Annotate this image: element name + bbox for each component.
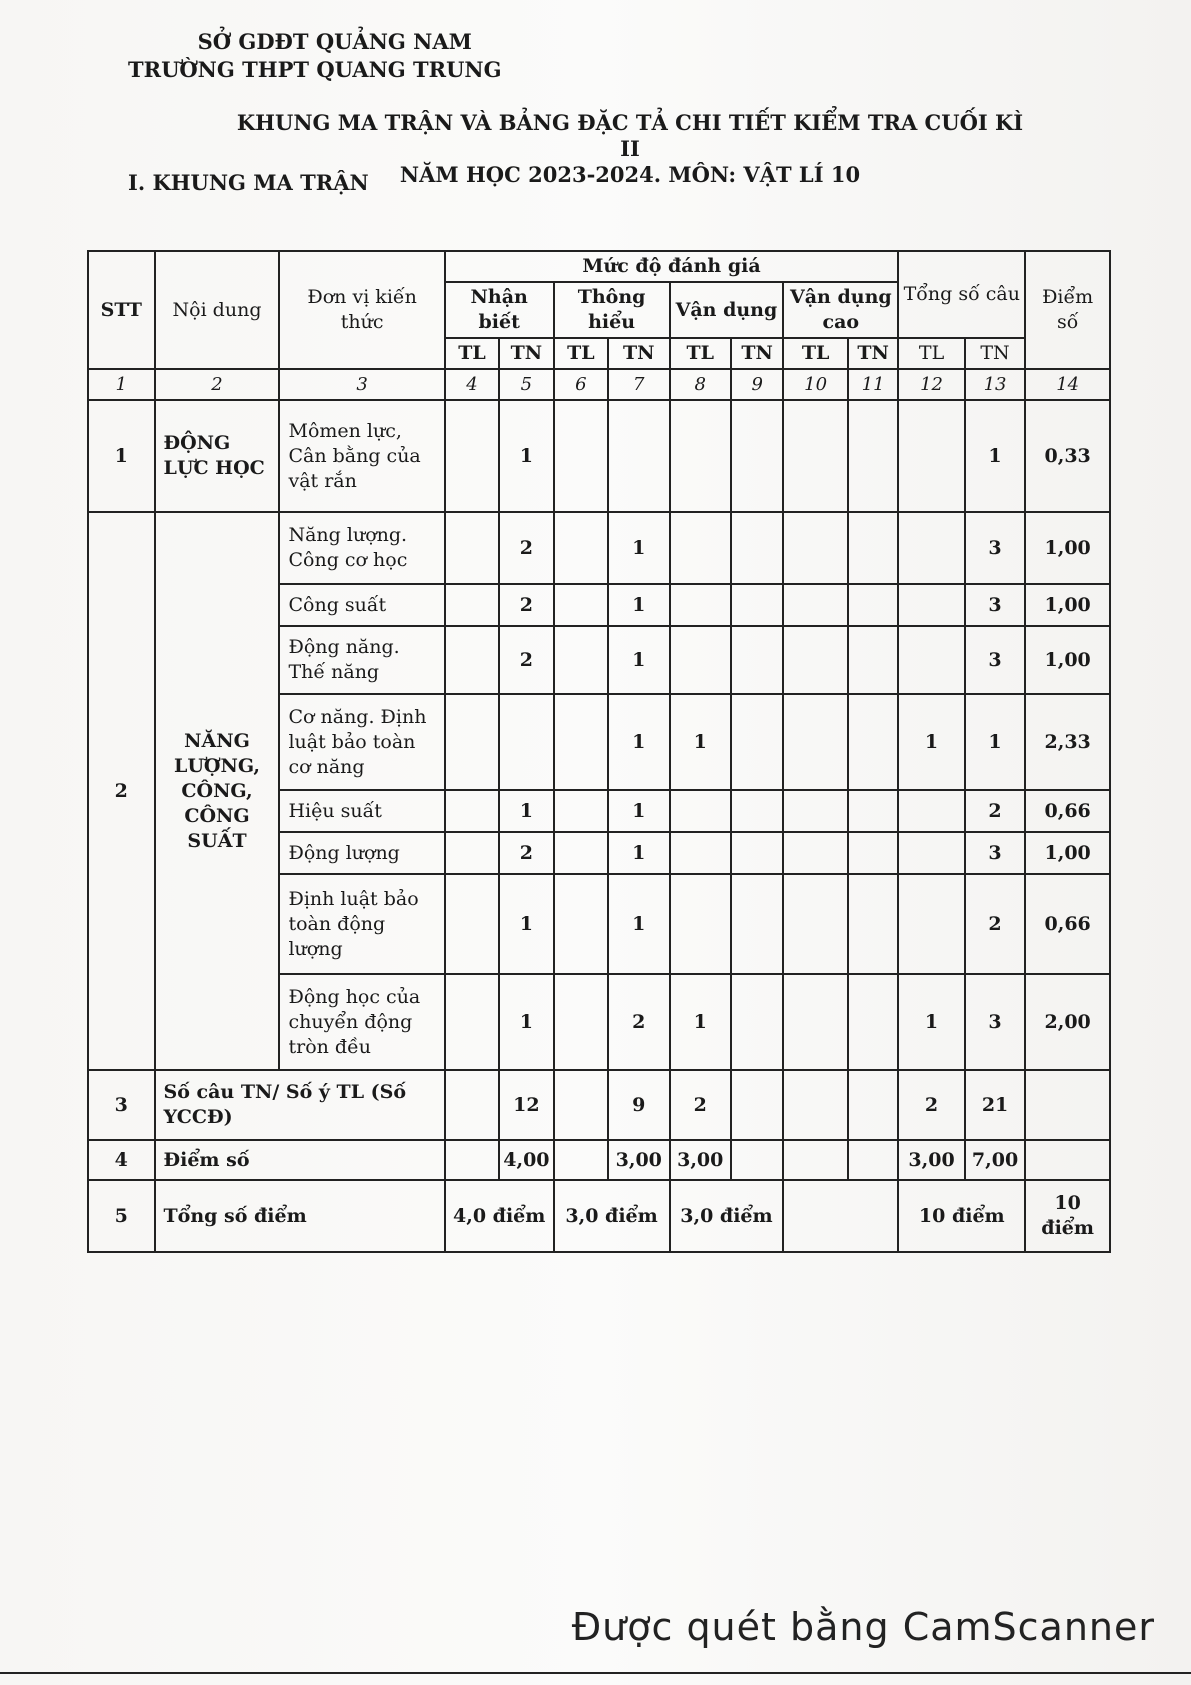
- header-tn: TN: [499, 338, 553, 369]
- cell: 3: [965, 626, 1025, 694]
- cell: [1025, 1140, 1110, 1180]
- cell: [554, 584, 608, 626]
- cell: [670, 832, 731, 874]
- col-number: 11: [848, 369, 898, 400]
- cell: [554, 974, 608, 1070]
- cell: 3,00: [898, 1140, 965, 1180]
- cell: [554, 626, 608, 694]
- cell: [848, 512, 898, 584]
- summary-label: Số câu TN/ Số ý TL (Số YCCĐ): [155, 1070, 445, 1140]
- cell: [848, 832, 898, 874]
- cell: 12: [499, 1070, 553, 1140]
- col-number: 7: [608, 369, 669, 400]
- cell: 3,00: [608, 1140, 669, 1180]
- column-number-row: [88, 369, 1110, 400]
- cell: 3: [965, 584, 1025, 626]
- cell: 3: [965, 512, 1025, 584]
- cell: [554, 400, 608, 512]
- cell: 2: [608, 974, 669, 1070]
- cell: [554, 512, 608, 584]
- summary-row-score: [88, 1140, 1110, 1180]
- cell: 1: [608, 626, 669, 694]
- cell: [445, 512, 499, 584]
- col-number: 1: [88, 369, 155, 400]
- row-unit: Năng lượng. Công cơ học: [279, 512, 444, 584]
- cell: [1025, 1070, 1110, 1140]
- cell: [554, 1140, 608, 1180]
- table-row: [88, 512, 1110, 584]
- row-unit: Cơ năng. Định luật bảo toàn cơ năng: [279, 694, 444, 790]
- col-number: 14: [1025, 369, 1110, 400]
- title-line-1: KHUNG MA TRẬN VÀ BẢNG ĐẶC TẢ CHI TIẾT KIỂM TRA CUỐI KÌ II: [236, 110, 1024, 161]
- header-don-vi: Đơn vị kiến thức: [279, 251, 444, 369]
- cell: 3: [965, 974, 1025, 1070]
- row-score: 0,66: [1025, 790, 1110, 832]
- cell: [783, 1140, 848, 1180]
- cell: 4,00: [499, 1140, 553, 1180]
- cell: [848, 400, 898, 512]
- cell: [731, 1070, 783, 1140]
- cell: [670, 512, 731, 584]
- total-van-dung-cao: [783, 1180, 898, 1252]
- cell: [554, 874, 608, 974]
- cell: 2: [499, 626, 553, 694]
- summary-row-total: [88, 1180, 1110, 1252]
- cell: [608, 400, 669, 512]
- header-thong-hieu: Thông hiểu: [554, 282, 670, 338]
- header-tl: TL: [445, 338, 499, 369]
- cell: 21: [965, 1070, 1025, 1140]
- header-tn: TN: [965, 338, 1025, 369]
- cell: [554, 790, 608, 832]
- cell: [898, 874, 965, 974]
- cell: [445, 1140, 499, 1180]
- cell: 1: [898, 974, 965, 1070]
- header-diem-so: Điểm số: [1025, 251, 1110, 369]
- cell: [499, 694, 553, 790]
- cell: 1: [608, 832, 669, 874]
- row-unit: Động lượng: [279, 832, 444, 874]
- cell: [554, 832, 608, 874]
- row-stt: 3: [88, 1070, 155, 1140]
- cell: [731, 874, 783, 974]
- row-score: 1,00: [1025, 832, 1110, 874]
- cell: [554, 1070, 608, 1140]
- cell: [783, 694, 848, 790]
- cell: [445, 694, 499, 790]
- cell: [898, 832, 965, 874]
- cell: 1: [608, 790, 669, 832]
- cell: 1: [608, 874, 669, 974]
- cell: [731, 626, 783, 694]
- col-number: 12: [898, 369, 965, 400]
- total-thong-hieu: 3,0 điểm: [554, 1180, 670, 1252]
- row-unit: Mômen lực, Cân bằng của vật rắn: [279, 400, 444, 512]
- total-nhan-biet: 4,0 điểm: [445, 1180, 554, 1252]
- header-tl: TL: [670, 338, 731, 369]
- cell: [445, 832, 499, 874]
- row-unit: Công suất: [279, 584, 444, 626]
- cell: [670, 626, 731, 694]
- section-heading: I. KHUNG MA TRẬN: [128, 170, 369, 195]
- cell: [898, 584, 965, 626]
- cell: [848, 1140, 898, 1180]
- total-questions: 10 điểm: [898, 1180, 1025, 1252]
- cell: 1: [499, 790, 553, 832]
- cell: 3: [965, 832, 1025, 874]
- cell: [898, 626, 965, 694]
- cell: [670, 874, 731, 974]
- cell: [783, 584, 848, 626]
- row-stt: 4: [88, 1140, 155, 1180]
- cell: 1: [608, 694, 669, 790]
- cell: 2: [965, 874, 1025, 974]
- cell: [445, 974, 499, 1070]
- cell: [783, 874, 848, 974]
- bottom-edge-line: [0, 1672, 1191, 1674]
- row-unit: Động học của chuyển động tròn đều: [279, 974, 444, 1070]
- total-score: 10 điểm: [1025, 1180, 1110, 1252]
- total-van-dung: 3,0 điểm: [670, 1180, 784, 1252]
- col-number: 4: [445, 369, 499, 400]
- row-unit: Định luật bảo toàn động lượng: [279, 874, 444, 974]
- cell: [445, 626, 499, 694]
- cell: 2: [499, 584, 553, 626]
- header-van-dung-cao: Vận dụng cao: [783, 282, 898, 338]
- cell: 2: [965, 790, 1025, 832]
- assessment-matrix-table: [87, 250, 1111, 1253]
- col-number: 2: [155, 369, 280, 400]
- cell: 2: [499, 832, 553, 874]
- row-content-group: ĐỘNG LỰC HỌC: [155, 400, 280, 512]
- cell: [848, 790, 898, 832]
- cell: [848, 584, 898, 626]
- cell: 1: [499, 974, 553, 1070]
- cell: [848, 626, 898, 694]
- cell: 9: [608, 1070, 669, 1140]
- header-row-1: [88, 251, 1110, 282]
- camscanner-watermark: Được quét bằng CamScanner: [571, 1605, 1155, 1649]
- cell: 1: [965, 400, 1025, 512]
- row-stt: 1: [88, 400, 155, 512]
- cell: 1: [965, 694, 1025, 790]
- row-score: 0,66: [1025, 874, 1110, 974]
- header-tn: TN: [848, 338, 898, 369]
- cell: [783, 626, 848, 694]
- table-row: [88, 400, 1110, 512]
- summary-label: Điểm số: [155, 1140, 445, 1180]
- school-name: TRƯỜNG THPT QUANG TRUNG: [128, 57, 502, 82]
- cell: 1: [499, 400, 553, 512]
- row-score: 1,00: [1025, 626, 1110, 694]
- cell: [848, 974, 898, 1070]
- row-score: 2,33: [1025, 694, 1110, 790]
- cell: [848, 874, 898, 974]
- header-tl: TL: [783, 338, 848, 369]
- cell: 1: [898, 694, 965, 790]
- cell: 2: [499, 512, 553, 584]
- row-stt: 2: [88, 512, 155, 1070]
- cell: [783, 400, 848, 512]
- col-number: 5: [499, 369, 553, 400]
- cell: 7,00: [965, 1140, 1025, 1180]
- cell: [731, 584, 783, 626]
- col-number: 6: [554, 369, 608, 400]
- row-score: 1,00: [1025, 584, 1110, 626]
- cell: 1: [608, 584, 669, 626]
- header-tong-so-cau: Tổng số câu: [898, 251, 1025, 338]
- cell: [670, 584, 731, 626]
- row-score: 2,00: [1025, 974, 1110, 1070]
- cell: 1: [499, 874, 553, 974]
- row-score: 0,33: [1025, 400, 1110, 512]
- header-noi-dung: Nội dung: [155, 251, 280, 369]
- header-nhan-biet: Nhận biết: [445, 282, 554, 338]
- header-tl: TL: [554, 338, 608, 369]
- cell: [783, 974, 848, 1070]
- cell: [445, 790, 499, 832]
- col-number: 13: [965, 369, 1025, 400]
- cell: 1: [670, 694, 731, 790]
- header-tn: TN: [731, 338, 783, 369]
- cell: [731, 974, 783, 1070]
- cell: [445, 874, 499, 974]
- title-line-2: NĂM HỌC 2023-2024. MÔN: VẬT LÍ 10: [399, 162, 861, 187]
- school-header: [128, 28, 502, 84]
- cell: 2: [670, 1070, 731, 1140]
- department-name: SỞ GDĐT QUẢNG NAM: [197, 29, 472, 54]
- cell: [898, 400, 965, 512]
- cell: [848, 1070, 898, 1140]
- row-unit: Động năng. Thế năng: [279, 626, 444, 694]
- cell: 1: [670, 974, 731, 1070]
- header-muc-do: Mức độ đánh giá: [445, 251, 899, 282]
- header-stt: STT: [88, 251, 155, 369]
- row-unit: Hiệu suất: [279, 790, 444, 832]
- cell: [731, 1140, 783, 1180]
- cell: [783, 1070, 848, 1140]
- cell: [445, 1070, 499, 1140]
- row-stt: 5: [88, 1180, 155, 1252]
- col-number: 8: [670, 369, 731, 400]
- cell: 1: [608, 512, 669, 584]
- col-number: 3: [279, 369, 444, 400]
- col-number: 9: [731, 369, 783, 400]
- header-tn: TN: [608, 338, 669, 369]
- cell: 2: [898, 1070, 965, 1140]
- cell: [670, 400, 731, 512]
- row-content-group: NĂNG LƯỢNG, CÔNG, CÔNG SUẤT: [155, 512, 280, 1070]
- row-score: 1,00: [1025, 512, 1110, 584]
- cell: [783, 790, 848, 832]
- cell: [848, 694, 898, 790]
- cell: [783, 512, 848, 584]
- cell: [554, 694, 608, 790]
- cell: [670, 790, 731, 832]
- summary-row-question-count: [88, 1070, 1110, 1140]
- summary-label: Tổng số điểm: [155, 1180, 445, 1252]
- cell: [731, 832, 783, 874]
- cell: [445, 584, 499, 626]
- cell: 3,00: [670, 1140, 731, 1180]
- cell: [731, 400, 783, 512]
- cell: [731, 694, 783, 790]
- cell: [898, 790, 965, 832]
- cell: [445, 400, 499, 512]
- cell: [731, 790, 783, 832]
- header-van-dung: Vận dụng: [670, 282, 784, 338]
- col-number: 10: [783, 369, 848, 400]
- cell: [898, 512, 965, 584]
- cell: [731, 512, 783, 584]
- cell: [783, 832, 848, 874]
- header-tl: TL: [898, 338, 965, 369]
